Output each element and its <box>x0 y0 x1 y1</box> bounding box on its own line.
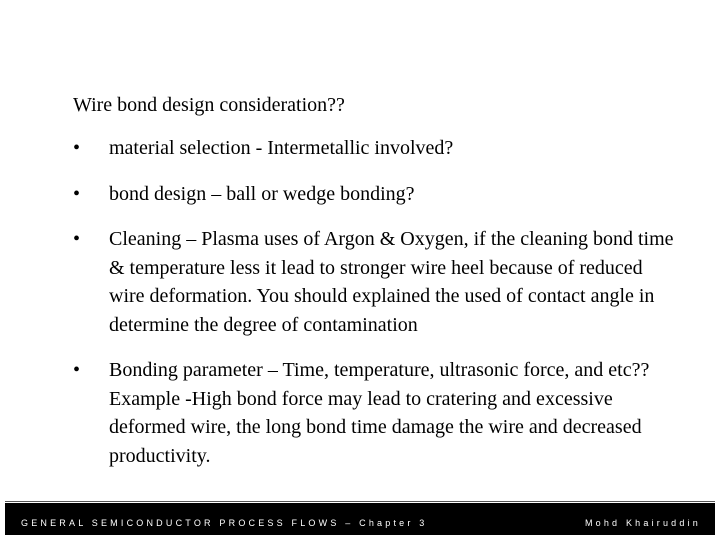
footer-bar <box>5 503 715 535</box>
bullet-text: Cleaning – Plasma uses of Argon & Oxygen, if the cleaning bond time & temperature less it lead to stronger wire heel because of reduced wire deformation. You should explained the used of contact angle in determine the degree of contamination <box>109 228 674 336</box>
bullet-list <box>73 134 683 487</box>
bullet-item <box>73 134 683 163</box>
bullet-point-icon: • <box>73 182 81 205</box>
footer-course-title: GENERAL SEMICONDUCTOR PROCESS FLOWS – Chapter 3 <box>21 518 428 528</box>
bullet-item <box>73 180 683 209</box>
footer-author: Mohd Khairuddin <box>584 518 701 528</box>
bullet-text: Bonding parameter – Time, temperature, ultrasonic force, and etc?? Example -High bond force may lead to cratering and excessive deformed wire, the long bond time damage the wire and decreased productivity. <box>109 359 650 467</box>
bullet-item <box>73 225 683 339</box>
bullet-point-icon: • <box>73 137 81 159</box>
bullet-text: bond design – ball or wedge bonding? <box>109 182 415 205</box>
footer-divider <box>5 501 715 502</box>
bullet-point-icon: • <box>73 359 81 381</box>
bullet-text: material selection - Intermetallic involved? <box>109 137 454 159</box>
slide-heading: Wire bond design consideration?? <box>73 94 345 116</box>
bullet-point-icon: • <box>73 228 81 250</box>
bullet-item <box>73 356 683 470</box>
